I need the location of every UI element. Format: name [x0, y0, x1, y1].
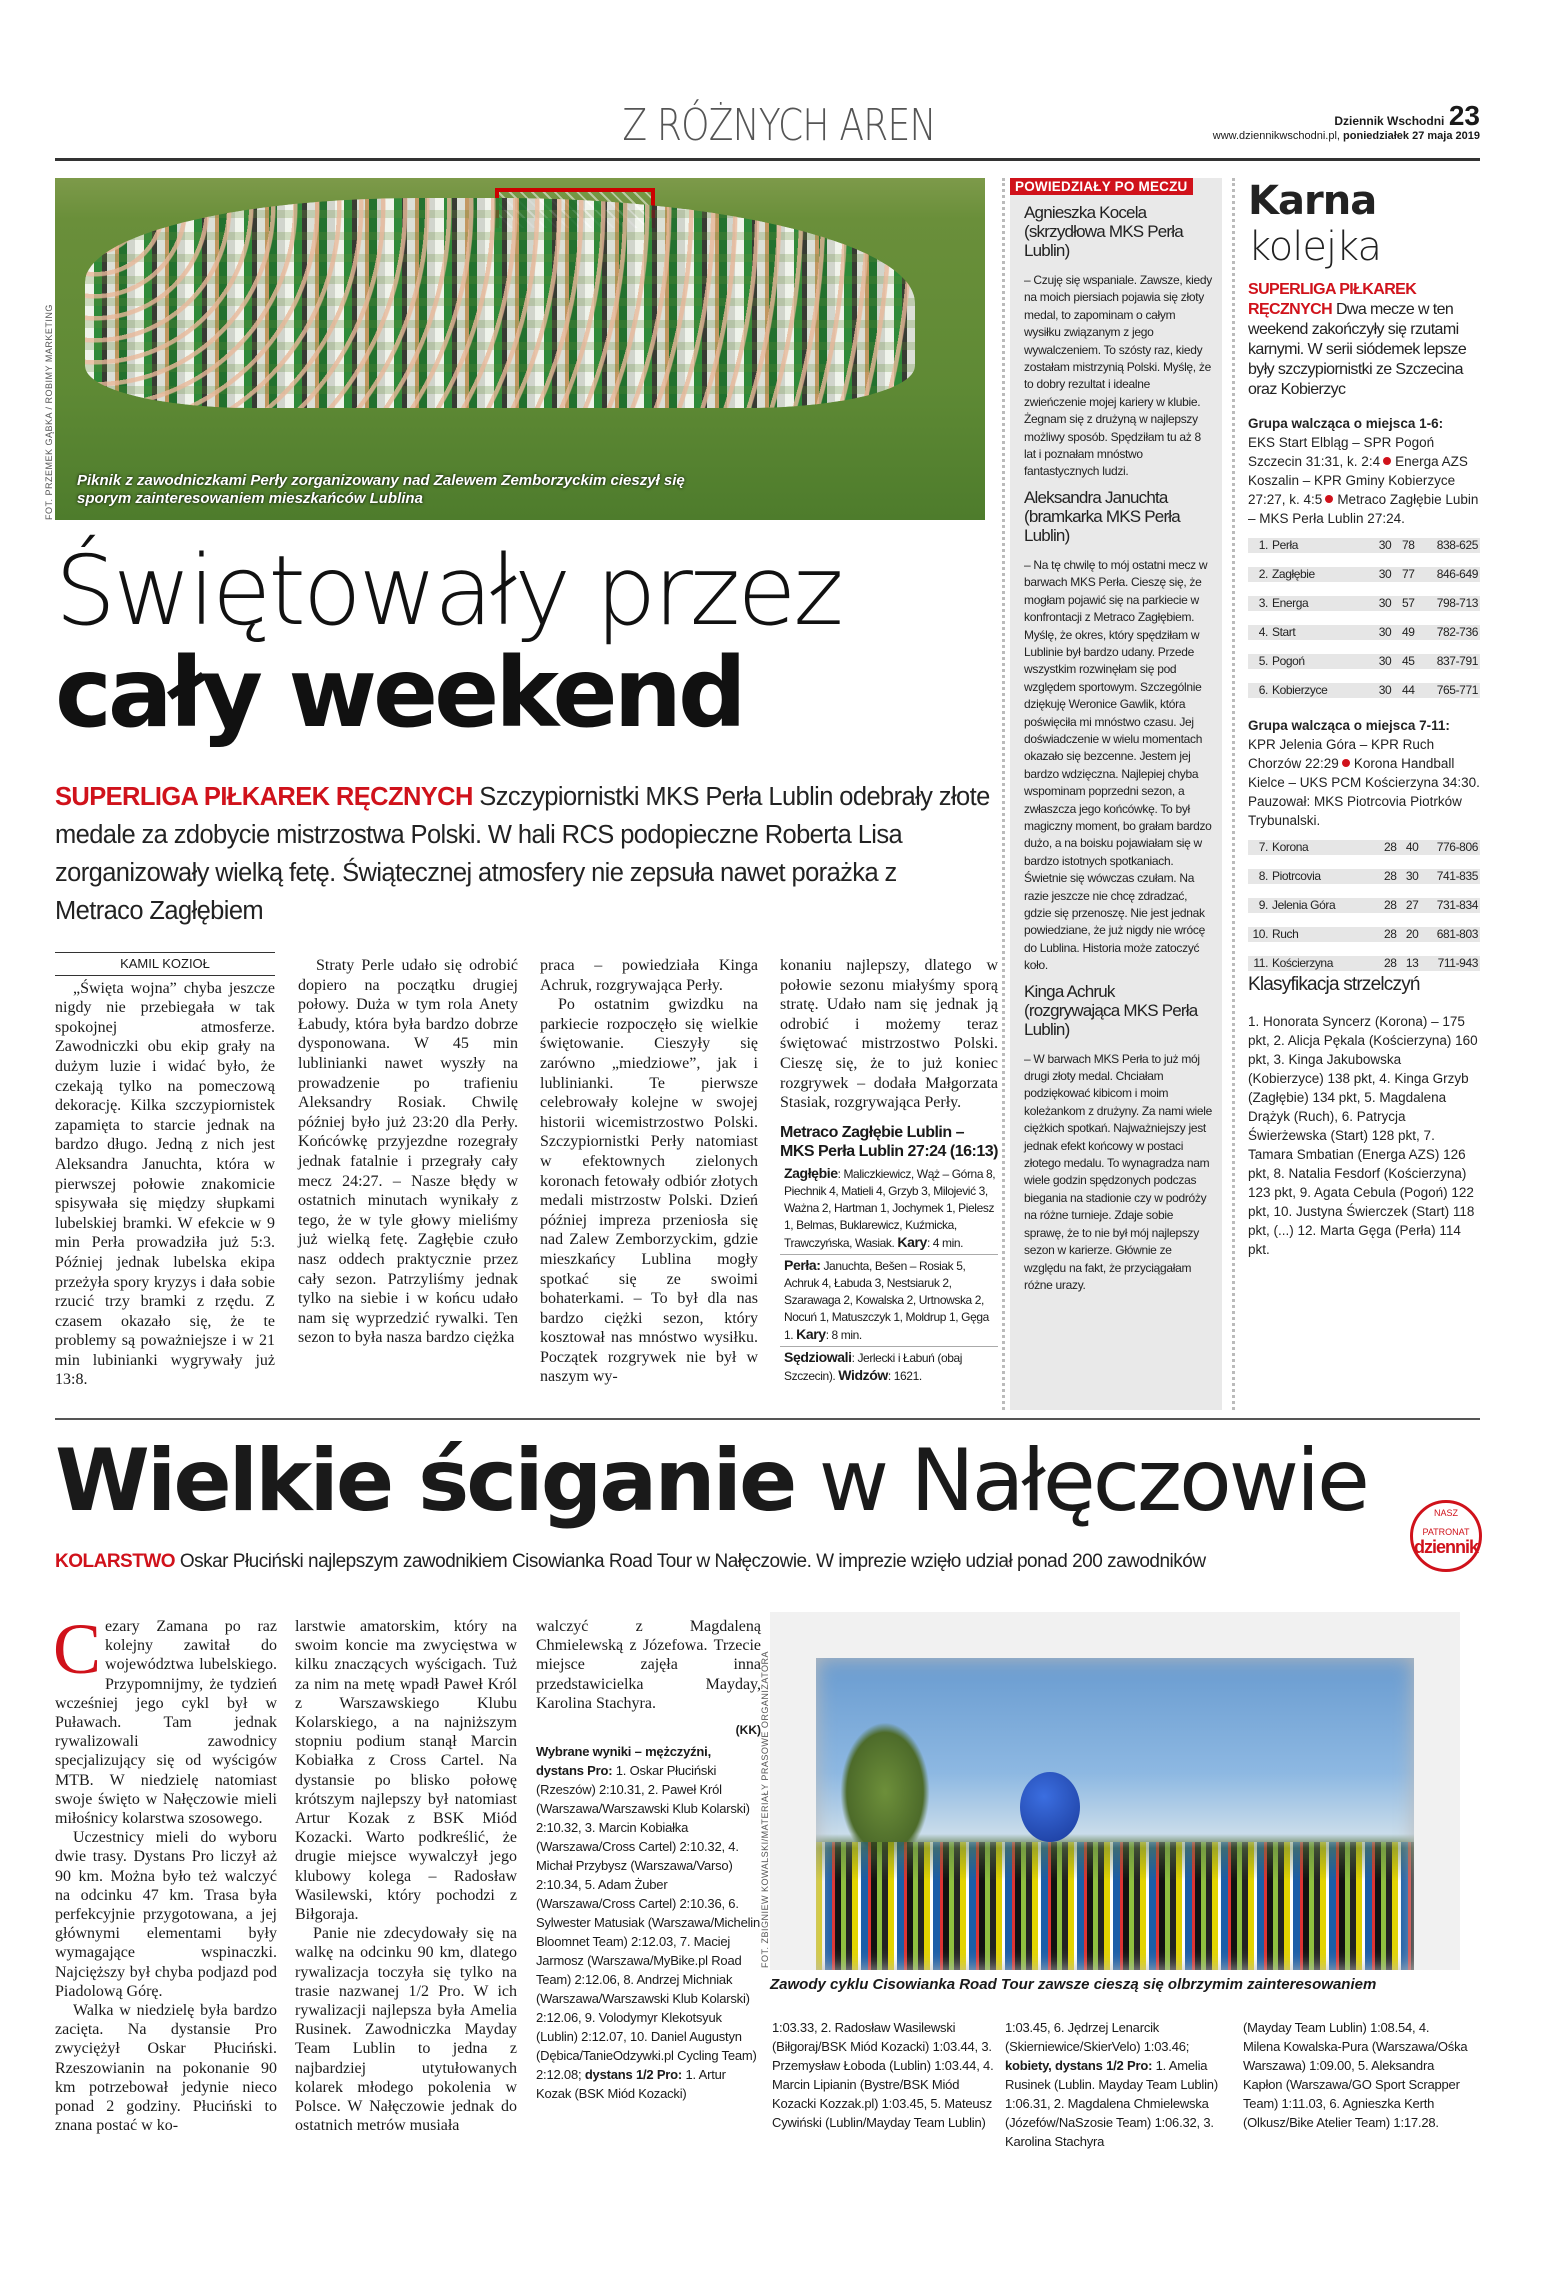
cell-played: 30 [1353, 683, 1393, 698]
standings-row [1248, 683, 1480, 698]
lead-2 [55, 1550, 1455, 1574]
away-pen: : 8 min. [825, 1327, 862, 1342]
results-women-label: kobiety, dystans 1/2 Pro: [1005, 2058, 1153, 2073]
cell-team: Kobierzyce [1270, 683, 1353, 698]
officials [780, 1347, 998, 1387]
group-2-title: Grupa walcząca o miejsca 7-11: [1248, 718, 1450, 733]
masthead: Dziennik Wschodni 23 www.dziennikwschodni.pl, poniedziałek 27 maja 2019 [1212, 100, 1480, 142]
sidebar-title-1: Karna [1248, 178, 1377, 224]
cell-goals: 765-771 [1417, 683, 1481, 698]
article-column-3 [540, 956, 758, 1387]
cell-goals: 838-625 [1417, 538, 1481, 553]
issue-date: poniedziałek 27 maja 2019 [1343, 130, 1480, 142]
cell-goals: 798-713 [1417, 596, 1481, 611]
cell-team: Perła [1270, 538, 1353, 553]
article-2-column-1 [53, 1609, 277, 2135]
ref-label: Sędziowali [784, 1348, 852, 1365]
cell-played: 28 [1359, 869, 1399, 884]
results-half-label: dystans 1/2 Pro: [584, 2067, 683, 2083]
author-name: Aleksandra Januchta [1024, 487, 1168, 507]
results-column-3: (Mayday Team Lublin) 1:08.54, 4. Milena Kowalska-Pura (Warszawa/Ośka Warszawa) 1:09.00, 5. Aleksandra Kapłon (Warszawa/GO Sport Scrapper Team) 1:11.03, 6. Agnieszka Kerth (Olkusz/Bike Atelier Team) 1:17.28. [1243, 2020, 1468, 2130]
cell-played: 30 [1353, 538, 1393, 553]
author-role: (bramkarka MKS Perła Lublin) [1024, 506, 1180, 545]
drop-cap: C [53, 1609, 102, 1689]
cell-team: Zagłębie [1270, 567, 1353, 582]
headline-2 [55, 1426, 1455, 1536]
group-2-results [1248, 735, 1480, 830]
standings-row [1248, 538, 1480, 553]
quote-text: – Na tę chwilę to mój ostatni mecz w barwach MKS Perła. Cieszę się, że mogłam pojawić się na parkiecie w konfrontacji z Metraco Zagłębiem. Myślę, że okres, który spędziłam w Lublinie był bardzo udany. Przede wszystkim rozwinęłam się pod względem sportowym. Szczególnie dziękuję Weronice Gawlik, która poświęciła mi mnóstwo czasu. Jej doświadczenie w wielu momentach okazało się bezcenne. Jestem jej bardzo wdzięczna. Najlepiej chyba wspominam poprzedni sezon, a zwłaszcza jego końcówkę. To był magiczny moment, bo grałam bardzo dużo, a na boisku pojawiałam się w bardzo istotnych spotkaniach. Świetnie się wówczas czułam. Na razie jeszcze nie chcę zdradzać, gdzie się przenoszę. Nie jest jednak powiedziane, że już nigdy nie wrócę do Lublina. Historia może zatoczyć koło. [1024, 557, 1212, 973]
standings-row [1248, 956, 1480, 971]
paper-name: Dziennik Wschodni [1334, 114, 1445, 128]
cell-team: Ruch [1270, 927, 1359, 942]
standings-row [1248, 927, 1480, 942]
article-2-column-2 [295, 1617, 517, 2135]
cell-points: 13 [1399, 956, 1421, 971]
cell-goals: 681-803 [1420, 927, 1480, 942]
cell-rank: 4. [1248, 625, 1270, 640]
cell-goals: 782-736 [1417, 625, 1481, 640]
home-label: Zagłębie [784, 1164, 838, 1181]
standings-row [1248, 567, 1480, 582]
ref-text: : Jerlecki i Łabuń (obaj Szczecin). [784, 1350, 963, 1383]
paragraph: Uczestnicy mieli do wyboru dwie trasy. Dystans Pro liczył aż 90 km. Można było też walczyć na odcinku 47 km. Trasa była perfekcyjnie przygotowana, a jej głównymi elementami były wymagające wspinaczki. Najcięższy był chyba podjazd pod Piadolową Górę. [55, 1829, 277, 2000]
photo-caption: Piknik z zawodniczkami Perły zorganizowany nad Zalewem Zemborzyckim cieszył się sporym zainteresowaniem mieszkańców Lublina [77, 472, 685, 507]
author-role: (rozgrywająca MKS Perła Lublin) [1024, 1000, 1198, 1039]
quotes-tag: POWIEDZIAŁY PO MECZU [1010, 178, 1193, 195]
scorers-list: 1. Honorata Syncerz (Korona) – 175 pkt, 2. Alicja Pękala (Kościerzyna) 160 pkt, 3. Kinga Jakubowska (Kobierzyce) 138 pkt, 4. Kinga Grzyb (Zagłębie) 134 pkt, 5. Magdalena Drążyk (Ruch), 6. Patrycja Świerżewska (Start) 128 pkt, 7. Tamara Smbatian (Energa AZS) 126 pkt, 8. Natalia Fesdorf (Kościerzyna) 123 pkt, 9. Agata Cebula (Pogoń) 122 pkt, 10. Justyna Świerczek (Start) 118 pkt, (...) 12. Marta Gęga (Perła) 114 pkt. [1248, 1014, 1478, 1257]
section-title: Z RÓŻNYCH AREN [622, 100, 936, 151]
photo-credit: FOT. PRZEMEK GĄBKA / ROBIMY MARKETING [44, 304, 54, 520]
headline-line-2: cały weekend [55, 637, 743, 749]
results-head: Wybrane wyniki – mężczyźni, dystans Pro: [536, 1744, 711, 1779]
cell-goals: 846-649 [1417, 567, 1481, 582]
separator-dot-icon [1342, 759, 1350, 767]
logo-line-1: NASZ [1431, 1508, 1461, 1518]
cell-played: 30 [1353, 625, 1393, 640]
lead-2-kicker: KOLARSTWO [55, 1551, 176, 1572]
cell-played: 28 [1359, 927, 1399, 942]
logo-line-3: dziennik [1413, 1537, 1478, 1557]
results-text: 1. Amelia Rusinek (Lublin. Mayday Team Lublin) 1:06.31, 2. Magdalena Chmielewska (Józefów/NaSzosie Team) 1:06.32, 3. Karolina Stachyra [1005, 2058, 1218, 2149]
cell-team: Jelenia Góra [1270, 898, 1359, 913]
match-box [780, 1123, 998, 1387]
cell-team: Piotrcovia [1270, 869, 1359, 884]
match-result: EKS Start Elbląg – SPR Pogoń Szczecin 31:31, k. 2:4 [1248, 435, 1435, 469]
race-photo [770, 1612, 1460, 1970]
quote-author [1024, 203, 1214, 260]
quote-text: – W barwach MKS Perła to już mój drugi złoty medal. Chciałam podziękować kibicom i moim koleżankom z drużyny. Za nami wiele ciężkich spotkań. Najważniejszy jest jednak efekt końcowy w postaci złotego medalu. To wynagradza nam wiele godzin spędzonych podczas biegania na stadionie czy w podróży na różne turnieje. Zdaje sobie sprawę, że to nie był mój najlepszy sezon w karierze. Głównie ze względu na fakt, że przyciągałam różne urazy. [1024, 1051, 1213, 1292]
headline-2-bold: Wielkie ściganie [55, 1431, 795, 1531]
page-number: 23 [1448, 100, 1480, 131]
sidebar-lead [1248, 280, 1480, 400]
quote-text: – Czuję się wspaniale. Zawsze, kiedy na moich piersiach pojawia się złoty medal, to zapominam o całym wysiłku związanym z jego wywalczeniem. To szósty raz, kiedy zostałam mistrzynią Polski. Myślę, że to dobry rezultat i idealne zwieńczenie mojej kariery w klubie. Żegnam się z drużyną w najlepszy możliwy sposób. Spędziłam tu aż 8 lat i poznałam mnóstwo fantastycznych ludzi. [1024, 273, 1212, 479]
cell-points: 30 [1399, 869, 1421, 884]
cell-rank: 2. [1248, 567, 1270, 582]
away-label: Perła: [784, 1256, 821, 1273]
crowd-faces [85, 198, 915, 408]
paragraph: Po ostatnim gwizdku na parkiecie rozpoczęło się wielkie świętowanie. Cieszyły się zarówno „miedziowe”, jak i lublinianki. Te pierwsze celebrowały kolejne w swojej historii wicemistrzostwo Polski. Szczypiornistki Perły natomiast w efektownych zielonych koronach fetowały odbiór złotych medali mistrzostw Polski. Dzień później impreza przeniosła się nad Zalew Zemborzyckim, gdzie mieszkańcy Lublina mogły spotkać się ze swoimi bohaterkami. – To był dla nas bardzo ciężki sezon, który kosztował nas mnóstwo wysiłku. Początek rozgrywek nie był w naszym wy- [540, 996, 758, 1386]
picnic-photo [55, 178, 985, 520]
article-2-column-3 [536, 1617, 761, 2103]
match-result: Metraco Zagłębie Lubin – MKS Perła Lublin 27:24. [1248, 492, 1479, 526]
cell-team: Kościerzyna [1270, 956, 1359, 971]
cell-points: 27 [1399, 898, 1421, 913]
group-1 [1248, 414, 1480, 528]
cell-points: 20 [1399, 927, 1421, 942]
results-text: 1. Oskar Płuciński (Rzeszów) 2:10.31, 2. Paweł Król (Warszawa/Warszawski Klub Kolarski) 2:10.32, 3. Marcin Kobiałka (Warszawa/Cross Cartel) 2:10.32, 4. Michał Przybysz (Warszawa/Varso) 2:10.34, 5. Adam Żuber (Warszawa/Cross Cartel) 2:10.36, 6. Sylwester Matusiak (Warszawa/Michelin Bloomnet Team) 2:12.03, 7. Maciej Jarmosz (Warszawa/MyBike.pl Road Team) 2:12.06, 8. Andrzej Michniak (Warszawa/Warszawski Klub Kolarski) 2:12.06, 9. Volodymyr Klekotsyuk (Lublin) 2:12.07, 10. Daniel Augustyn (Dębica/TanieOdzywki.pl Cycling Team) 2:12.08; [536, 1763, 761, 2083]
cell-rank: 9. [1248, 898, 1270, 913]
away-text: Januchta, Bešen – Rosiak 5, Achruk 4, Łabuda 3, Nestsiaruk 2, Szarawaga 2, Kowalska 2, Urtnowska 2, Nocuń 1, Matuszczyk 1, Moldrup 1, Gęga 1. [784, 1258, 989, 1342]
home-text: : Maliczkiewicz, Wąż – Górna 8, Piechnik 4, Matieli 4, Grzyb 3, Milojević 3, Ważna 2, Hartman 1, Jochymek 1, Pielesz 1, Belmas, Buklarewicz, Kuźmicka, Trawczyńska, Wasiak. [784, 1166, 996, 1250]
standings-row [1248, 898, 1480, 913]
column-divider [1232, 178, 1235, 1410]
group-2 [1248, 716, 1480, 830]
lead-2-text: Oskar Płuciński najlepszym zawodnikiem Cisowianka Road Tour w Nałęczowie. W imprezie wzięło udział ponad 200 zawodników [175, 1551, 1206, 1572]
home-squad [780, 1163, 998, 1255]
match-result: Korona Handball Kielce – UKS PCM Kościerzyna 34:30. Pauzował: MKS Piotrcovia Piotrków Trybunalski. [1248, 756, 1480, 828]
paragraph: Panie nie zdecydowały się na walkę na odcinku 90 km, dlatego rywalizacja toczyła się tylko na trasie nazwanej 1/2 Pro. W ich rywalizacji najlepsza była Amelia Rusinek. Zawodniczka Mayday Team Lublin to jedna z najbardziej utytułowanych kolarek młodego pokolenia w Polsce. W Nałęczowie jednak do ostatnich metrów musiała [295, 1925, 517, 2135]
headline [55, 535, 995, 749]
photo-caption-2: Zawody cyklu Cisowianka Road Tour zawsze cieszą się olbrzymim zainteresowaniem [770, 1976, 1377, 1993]
lead-text: Szczypiornistki MKS Perła Lublin odebrały złote medale za zdobycie mistrzostwa Polski. W hali RCS podopieczne Roberta Lisa zorganizowały wielką fetę. Świątecznej atmosfery nie zepsuła nawet porażka z Metraco Zagłębiem [55, 783, 990, 925]
cell-points: 57 [1393, 596, 1416, 611]
website-link[interactable]: www.dziennikwschodni.pl [1212, 130, 1337, 142]
standings-row [1248, 840, 1480, 855]
group-1-title: Grupa walcząca o miejsca 1-6: [1248, 416, 1444, 431]
crowd-label: Widzów [838, 1366, 888, 1383]
crowd-text: : 1621. [887, 1368, 922, 1383]
article-column-1 [55, 952, 275, 1390]
cell-played: 30 [1353, 654, 1393, 669]
separator-dot-icon [1325, 495, 1333, 503]
away-pen-label: Kary [796, 1325, 826, 1342]
cell-points: 49 [1393, 625, 1416, 640]
cell-played: 28 [1359, 956, 1399, 971]
sidebar-title [1248, 178, 1480, 270]
start-arch [770, 1612, 1460, 1970]
cell-rank: 7. [1248, 840, 1270, 855]
results-text: 1. Artur Kozak (BSK Miód Kozacki) [536, 2067, 726, 2102]
home-pen: : 4 min. [926, 1235, 964, 1250]
author-name: Agnieszka Kocela [1024, 203, 1147, 222]
standings-row [1248, 654, 1480, 669]
cell-goals: 731-834 [1420, 898, 1480, 913]
cell-team: Korona [1270, 840, 1359, 855]
signature: (KK) [735, 1723, 761, 1738]
author-name: Kinga Achruk [1024, 981, 1115, 1001]
cell-rank: 1. [1248, 538, 1270, 553]
results-men [536, 1742, 761, 2103]
cell-rank: 10. [1248, 927, 1270, 942]
cell-rank: 11. [1248, 956, 1270, 971]
cell-rank: 8. [1248, 869, 1270, 884]
logo-line-2: PATRONAT [1422, 1527, 1470, 1537]
cell-goals: 837-791 [1417, 654, 1481, 669]
author-role: (skrzydłowa MKS Perła Lublin) [1024, 222, 1183, 260]
paragraph: Walka w niedzielę była bardzo zacięta. Na dystansie Pro zwyciężył Oskar Płuciński. Rzeszowianin na pokonanie 90 km potrzebował jedynie nieco ponad 2 godziny. Płuciński to znana postać w ko- [55, 2002, 277, 2135]
cell-rank: 3. [1248, 596, 1270, 611]
article-column-2 [298, 956, 518, 1348]
paragraph: larstwie amatorskim, który na swoim koncie ma zwycięstwa w kilku znaczących wyścigach. Tuż za nim na metę wpadł Paweł Król z Warszawskiego Klubu Kolarskiego, a na najniższym stopniu podium stanął Marcin Kobiałka z Cross Cartel. Na dystansie po blisko połowę krótszym najlepszy był natomiast Artur Kozak z BSK Miód Kozacki. Warto podkreślić, że drugie miejsce wywalczył jego klubowy kolega – Radosław Wasilewski, który pochodzi z Biłgoraja. [295, 1618, 517, 1924]
home-pen-label: Kary [897, 1233, 927, 1250]
cell-played: 30 [1353, 596, 1393, 611]
match-title: Metraco Zagłębie Lublin – MKS Perła Lublin 27:24 (16:13) [780, 1123, 998, 1160]
cell-played: 28 [1359, 898, 1399, 913]
cell-rank: 6. [1248, 683, 1270, 698]
quotes-panel [1010, 178, 1222, 1410]
cell-played: 28 [1359, 840, 1399, 855]
results-text: 1:03.45, 6. Jędrzej Lenarcik (Skierniewice/SkierVelo) 1:03.46; [1005, 2020, 1190, 2054]
lead [55, 778, 990, 930]
cell-points: 44 [1393, 683, 1416, 698]
quote-list [1010, 203, 1214, 1294]
cell-team: Pogoń [1270, 654, 1353, 669]
cell-team: Energa [1270, 596, 1353, 611]
section-rule [55, 1418, 1480, 1420]
cell-points: 77 [1393, 567, 1416, 582]
results-column-2 [1005, 2018, 1230, 2151]
match-result: Energa AZS Koszalin – KPR Gminy Kobierzyce 27:27, k. 4:5 [1248, 454, 1468, 507]
cell-points: 45 [1393, 654, 1416, 669]
cell-goals: 776-806 [1420, 840, 1480, 855]
lead-kicker: SUPERLIGA PIŁKAREK RĘCZNYCH [55, 783, 473, 811]
match-result: KPR Jelenia Góra – KPR Ruch Chorzów 22:29 [1248, 737, 1435, 771]
cell-goals: 741-835 [1420, 869, 1480, 884]
paragraph: walczyć z Magdaleną Chmielewską z Józefowa. Trzecie miejsce zajęła inna przedstawicielka Mayday, Karolina Stachyra. [536, 1618, 761, 1712]
byline: KAMIL KOZIOŁ [55, 952, 275, 976]
standings-row [1248, 596, 1480, 611]
quote-author [1024, 488, 1214, 545]
paragraph: konaniu najlepszy, dlatego w połowie sezonu miałyśmy sporą stratę. Udało nam się jednak ją odrobić i możemy teraz świętować mistrzostwo Polski. Cieszę się, że to już koniec rozgrywek – dodała Małgorzata Stasiak, rozgrywająca Perły. [780, 957, 998, 1112]
paragraph: Straty Perle udało się odrobić dopiero na początku drugiej połowy. Duża w tym rola Anety Łabudy, która była bardzo dobrze dysponowana. W 45 min lublinianki nawet wyszły na prowadzenie po trafieniu Aleksandry Rosiak. Chwilę później było już 23:20 dla Perły. Końcówkę przyjezdne rozegrały jednak fatalnie i przegrały cały mecz 24:27. – Nasze błędy w ostatnich minutach wynikały z tego, że w tyle głowy mieliśmy już wielką fetę. Zagłębie czuło nasz oddech praktycznie przez cały sezon. Patrzyliśmy jednak tylko na siebie i w końcu udało nam się wyprzedzić rywalki. Ten sezon to była nasza bardzo ciężka [298, 957, 518, 1347]
quote-author [1024, 982, 1214, 1039]
cell-rank: 5. [1248, 654, 1270, 669]
article-column-4 [780, 956, 998, 1387]
cell-played: 30 [1353, 567, 1393, 582]
headline-2-light: w Nałęczowie [794, 1431, 1367, 1531]
paragraph: praca – powiedziała Kinga Achruk, rozgrywająca Perły. [540, 957, 758, 994]
sidebar-lead-text: Dwa mecze w ten weekend zakończyły się rzutami karnymi. W serii siódemek lepsze były szczypiornistki ze Szczecina oraz Kobierzyc [1248, 301, 1467, 398]
photo-credit-2: FOT. ZBIGNIEW KOWALSKI/MATERIAŁY PRASOWE ORGANIZATORA [760, 1650, 770, 1968]
sidebar-title-2: kolejka [1248, 224, 1382, 270]
paragraph: „Święta wojna” chyba jeszcze nigdy nie przebiegała w tak spokojnej atmosferze. Zawodniczki obu ekip grały na dużym luzie i widać było, że czekają tylko na pomeczową dekorację. Kilka szczypiornistek zapamięta to starcie jednak na bardzo długo. Jedną z nich jest Aleksandra Januchta, która w pierwszej połowie znakomicie spisywała się między słupkami lubelskiej bramki. W efekcie w 9 min Perła prowadziła już 5:3. Później jednak lubelska ekipa przeżyła spory kryzys i dała sobie rzucić trzy bramki z rzędu. Z czasem okazało się, że te problemy są poważniejsze i w 21 min lubinianki wygrywały już 13:8. [55, 979, 275, 1389]
header-rule [55, 158, 1480, 161]
cell-points: 40 [1399, 840, 1421, 855]
column-divider [1002, 178, 1005, 1410]
standings-table-1 [1248, 524, 1480, 712]
standings-row [1248, 869, 1480, 884]
away-squad [780, 1255, 998, 1347]
group-1-results [1248, 433, 1480, 528]
cell-goals: 711-943 [1420, 956, 1480, 971]
sidebar-kicker: SUPERLIGA PIŁKAREK RĘCZNYCH [1248, 281, 1417, 318]
standings-row [1248, 625, 1480, 640]
scorers-title: Klasyfikacja strzelczyń [1248, 974, 1420, 995]
cell-team: Start [1270, 625, 1353, 640]
paragraph: ezary Zamana po raz kolejny zawitał do województwa lubelskiego. Przypomnijmy, że tydzień wcześniej jego cykl był w Puławach. Tam jednak rywalizowali zawodnicy specjalizujący się od wyścigów MTB. W niedzielę natomiast swoje święto w Nałęczowie mieli miłośnicy kolarstwa szosowego. [55, 1618, 277, 1828]
headline-line-1: Świętowały przez [55, 535, 841, 647]
standings-table-2 [1248, 826, 1480, 985]
sidebar-karna-kolejka [1248, 178, 1480, 1259]
results-column-1: 1:03.33, 2. Radosław Wasilewski (Biłgoraj/BSK Miód Kozacki) 1:03.44, 3. Przemysław Łoboda (Lublin) 1:03.44, 4. Marcin Lipianin (Bystre/BSK Miód Kozacki Kozzak.pl) 1:03.45, 5. Mateusz Cywiński (Lublin/Mayday Team Lublin) [772, 2020, 994, 2130]
cell-points: 78 [1393, 538, 1416, 553]
separator-dot-icon [1383, 457, 1391, 465]
